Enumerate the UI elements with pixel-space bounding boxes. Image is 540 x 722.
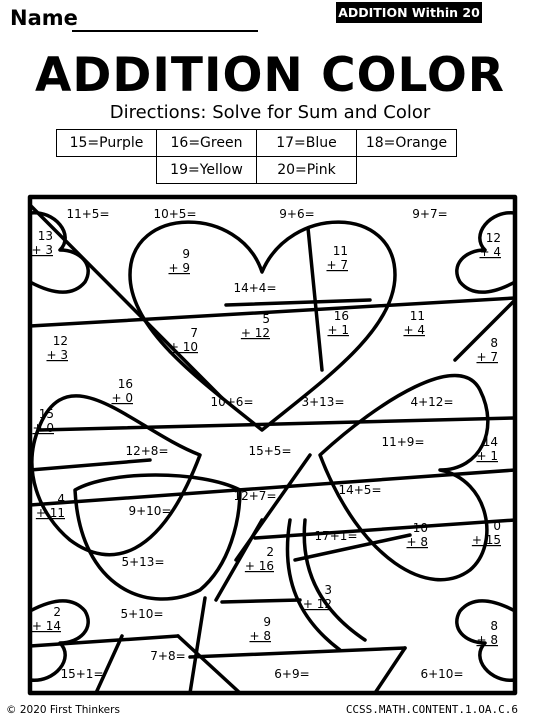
problem-top-number: 3 bbox=[324, 583, 332, 597]
divider-line bbox=[222, 600, 300, 602]
problem-bottom-number: + 10 bbox=[168, 340, 198, 354]
math-problem[interactable] bbox=[66, 207, 109, 221]
problem-bottom-number: + 8 bbox=[406, 535, 428, 549]
problem-top-number: 8 bbox=[490, 619, 498, 633]
problem-text: 10+5= bbox=[153, 207, 197, 221]
problem-top-number: 7 bbox=[190, 326, 198, 340]
copyright-text: © 2020 First Thinkers bbox=[6, 704, 120, 716]
problem-top-number: 11 bbox=[332, 244, 348, 258]
directions-text: Directions: Solve for Sum and Color bbox=[109, 102, 431, 123]
math-problem[interactable] bbox=[210, 395, 253, 409]
problem-bottom-number: + 3 bbox=[46, 348, 68, 362]
math-problem[interactable] bbox=[169, 326, 198, 354]
problem-text: 11+9= bbox=[381, 435, 425, 449]
math-problem[interactable] bbox=[128, 504, 171, 518]
problem-top-number: 10 bbox=[412, 521, 428, 535]
problem-bottom-number: + 0 bbox=[32, 421, 54, 435]
problem-top-number: 15 bbox=[38, 407, 54, 421]
problem-top-number: 12 bbox=[485, 231, 501, 245]
name-label: Name bbox=[10, 6, 78, 30]
problem-top-number: 4 bbox=[57, 492, 65, 506]
math-problem[interactable] bbox=[233, 281, 276, 295]
math-problem[interactable] bbox=[326, 244, 348, 272]
problem-text: 14+4= bbox=[233, 281, 277, 295]
problem-bottom-number: + 4 bbox=[479, 245, 501, 259]
problem-text: 12+8= bbox=[125, 444, 169, 458]
problem-bottom-number: + 14 bbox=[31, 619, 61, 633]
math-problem[interactable] bbox=[412, 207, 447, 221]
math-problem[interactable] bbox=[249, 615, 271, 643]
divider-line bbox=[96, 636, 122, 693]
math-problem[interactable] bbox=[403, 309, 425, 337]
clover-bottom-lobe bbox=[75, 475, 240, 599]
math-problem[interactable] bbox=[121, 555, 164, 569]
divider-line bbox=[190, 598, 205, 693]
problem-bottom-number: + 11 bbox=[35, 506, 65, 520]
problem-bottom-number: + 7 bbox=[326, 258, 348, 272]
problem-text: 4+12= bbox=[410, 395, 454, 409]
math-problem[interactable] bbox=[111, 377, 133, 405]
problem-top-number: 11 bbox=[409, 309, 425, 323]
problem-top-number: 14 bbox=[482, 435, 498, 449]
problem-text: 10+6= bbox=[210, 395, 254, 409]
problem-bottom-number: + 12 bbox=[240, 326, 270, 340]
math-problem[interactable] bbox=[274, 667, 309, 681]
problem-text: 6+10= bbox=[420, 667, 464, 681]
problem-bottom-number: + 16 bbox=[244, 559, 274, 573]
problem-bottom-number: + 7 bbox=[476, 350, 498, 364]
problem-text: 15+1= bbox=[60, 667, 104, 681]
problem-text: 9+6= bbox=[279, 207, 315, 221]
divider-line bbox=[30, 636, 178, 646]
problem-text: 14+5= bbox=[338, 483, 382, 497]
grade-tag: ADDITION Within 20 bbox=[336, 2, 482, 23]
key-cell: 15=Purple bbox=[57, 130, 157, 157]
math-problem[interactable] bbox=[241, 312, 270, 340]
problem-text: 17+1= bbox=[314, 529, 358, 543]
math-problem[interactable] bbox=[338, 483, 381, 497]
math-problem[interactable] bbox=[420, 667, 463, 681]
math-problem[interactable] bbox=[31, 229, 53, 257]
problem-top-number: 9 bbox=[182, 247, 190, 261]
math-problem[interactable] bbox=[153, 207, 196, 221]
math-problem[interactable] bbox=[233, 489, 276, 503]
problem-bottom-number: + 1 bbox=[476, 449, 498, 463]
key-cell: 18=Orange bbox=[357, 130, 457, 157]
problem-top-number: 2 bbox=[53, 605, 61, 619]
problem-top-number: 16 bbox=[117, 377, 133, 391]
math-problem[interactable] bbox=[120, 607, 163, 621]
problem-text: 9+10= bbox=[128, 504, 172, 518]
problem-top-number: 9 bbox=[263, 615, 271, 629]
problem-text: 5+13= bbox=[121, 555, 165, 569]
problem-text: 9+7= bbox=[412, 207, 448, 221]
math-problem[interactable] bbox=[60, 667, 103, 681]
problem-bottom-number: + 3 bbox=[31, 243, 53, 257]
math-problem[interactable] bbox=[248, 444, 291, 458]
problem-top-number: 13 bbox=[37, 229, 53, 243]
key-cell: 19=Yellow bbox=[157, 157, 257, 184]
problem-text: 11+5= bbox=[66, 207, 110, 221]
math-problem[interactable] bbox=[479, 231, 501, 259]
math-problem[interactable] bbox=[476, 435, 498, 463]
problem-top-number: 8 bbox=[490, 336, 498, 350]
math-problem[interactable] bbox=[46, 334, 68, 362]
problem-bottom-number: + 12 bbox=[302, 597, 332, 611]
problem-top-number: 16 bbox=[333, 309, 349, 323]
math-problem[interactable] bbox=[381, 435, 424, 449]
math-problem[interactable] bbox=[279, 207, 314, 221]
math-problem[interactable] bbox=[301, 395, 344, 409]
problem-top-number: 5 bbox=[262, 312, 270, 326]
problem-text: 6+9= bbox=[274, 667, 310, 681]
problem-bottom-number: + 0 bbox=[111, 391, 133, 405]
problem-bottom-number: + 9 bbox=[168, 261, 190, 275]
divider-line bbox=[30, 205, 222, 398]
math-problem[interactable] bbox=[327, 309, 349, 337]
problem-top-number: 0 bbox=[493, 519, 501, 533]
math-problem[interactable] bbox=[314, 529, 357, 543]
math-problem[interactable] bbox=[410, 395, 453, 409]
divider-line bbox=[30, 460, 150, 470]
math-problem[interactable] bbox=[245, 545, 274, 573]
divider-line bbox=[308, 228, 322, 370]
math-problem[interactable] bbox=[150, 649, 185, 663]
math-problem[interactable] bbox=[32, 407, 54, 435]
problem-bottom-number: + 8 bbox=[476, 633, 498, 647]
problem-text: 12+7= bbox=[233, 489, 277, 503]
problem-text: 5+10= bbox=[120, 607, 164, 621]
problem-text: 15+5= bbox=[248, 444, 292, 458]
key-cell: 20=Pink bbox=[257, 157, 357, 184]
standard-code: CCSS.MATH.CONTENT.1.OA.C.6 bbox=[345, 703, 518, 716]
problem-text: 7+8= bbox=[150, 649, 186, 663]
problem-bottom-number: + 15 bbox=[471, 533, 501, 547]
math-problem[interactable] bbox=[476, 336, 498, 364]
divider-line bbox=[178, 636, 240, 693]
key-cell: 16=Green bbox=[157, 130, 257, 157]
problem-text: 3+13= bbox=[301, 395, 345, 409]
key-cell: 17=Blue bbox=[257, 130, 357, 157]
math-problem[interactable] bbox=[168, 247, 190, 275]
problem-bottom-number: + 1 bbox=[327, 323, 349, 337]
page-title: ADDITION COLOR bbox=[35, 48, 505, 103]
problem-bottom-number: + 4 bbox=[403, 323, 425, 337]
math-problem[interactable] bbox=[476, 619, 498, 647]
problem-bottom-number: + 8 bbox=[249, 629, 271, 643]
math-problem[interactable] bbox=[125, 444, 168, 458]
divider-line bbox=[375, 648, 405, 693]
problem-top-number: 12 bbox=[52, 334, 68, 348]
divider-line bbox=[190, 648, 405, 657]
problem-top-number: 2 bbox=[266, 545, 274, 559]
math-problem[interactable] bbox=[406, 521, 428, 549]
divider-line bbox=[226, 300, 370, 305]
